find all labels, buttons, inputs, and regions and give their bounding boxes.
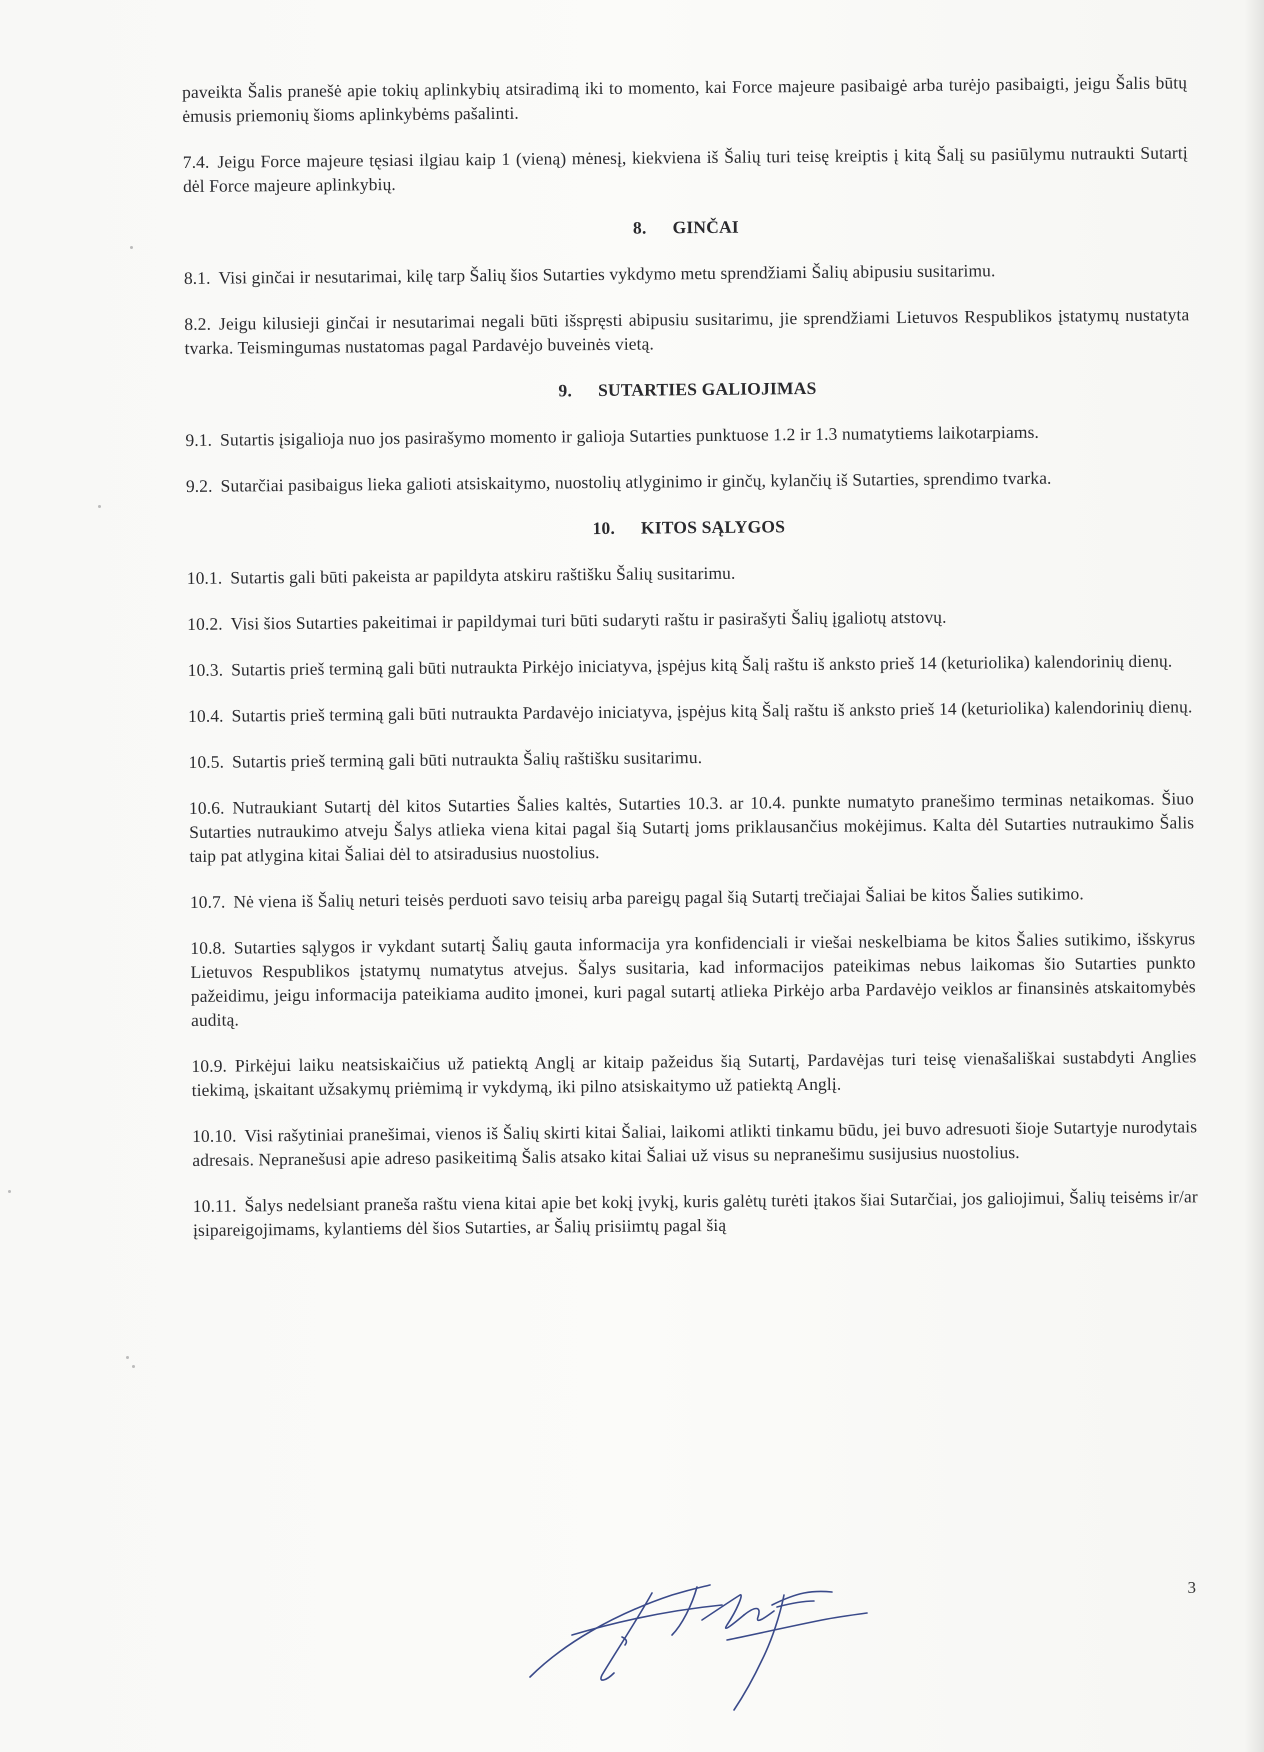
clause-number: 8.2.	[184, 313, 212, 334]
clause-number: 7.4.	[182, 151, 210, 172]
clause-text: Nė viena iš Šalių neturi teisės perduoti savo teisių arba pareigų pagal šią Sutartį trečiajai Šaliai be kitos Šalies sutikimo.	[233, 883, 1084, 912]
section-heading	[186, 510, 1191, 544]
clause-paragraph	[193, 1184, 1198, 1242]
section-title: KITOS SĄLYGOS	[640, 516, 786, 538]
clause-text: Pirkėjui laiku neatsiskaičius už patiektą Anglį ar kitaip pažeidus šią Sutartį, Pardavėjas turi teisę vienašališkai sustabdyti Anglies tiekimą, įskaitant užsakymų priėmimą ir vykdymą, iki pilno atsiskaitymo už patiektą Anglį.	[191, 1046, 1197, 1100]
clause-number: 10.2.	[187, 613, 223, 634]
scan-speck	[126, 1356, 129, 1359]
section-number: 10.	[592, 517, 616, 539]
section-title: SUTARTIES GALIOJIMAS	[597, 377, 817, 401]
clause-number: 10.3.	[187, 659, 224, 680]
clause-number: 9.2.	[185, 475, 213, 496]
clause-text: Sutartis prieš terminą gali būti nutraukta Pirkėjo iniciatyva, įspėjus kitą Šalį raštu iš anksto prieš 14 (keturiolika) kalendorinių dienų.	[231, 650, 1173, 680]
clause-number: 10.9.	[191, 1055, 228, 1076]
clause-paragraph	[192, 1114, 1197, 1172]
scan-speck	[130, 246, 133, 249]
clause-text: Sutarties sąlygos ir vykdant sutartį Šalių gauta informacija yra konfidenciali ir viešai neskelbiama be kitos Šalies sutikimo, išskyrus Lietuvos Respublikos įstatymų numatytus atvejus. Šalys susitaria, kad informacijos pateikimas nebus laikomas šio Sutarties punkto pažeidimu, jeigu informacija pateikiama audito įmonei, kuri pagal sutartį atlieka Pirkėjo arba Pardavėjo veiklos ar finansinės atskaitomybės auditą.	[190, 928, 1196, 1030]
section-number: 8.	[632, 217, 647, 238]
clause-paragraph	[184, 302, 1189, 360]
page-number: 3	[1187, 1578, 1196, 1597]
clause-paragraph	[187, 602, 1192, 636]
clause-paragraph	[188, 648, 1193, 682]
clause-number: 10.6.	[188, 797, 225, 818]
clause-text: Sutarčiai pasibaigus lieka galioti atsiskaitymo, nuostolių atlyginimo ir ginčų, kylančių iš Sutarties, sprendimo tvarka.	[220, 467, 1052, 496]
signature-icon	[522, 1565, 922, 1735]
document-body	[182, 70, 1198, 1264]
clause-paragraph	[190, 880, 1195, 914]
clause-number: 10.11.	[192, 1195, 237, 1216]
clause-paragraph	[191, 1044, 1196, 1102]
clause-paragraph	[185, 418, 1190, 452]
clause-paragraph	[190, 926, 1196, 1032]
clause-text: Sutartis gali būti pakeista ar papildyta atskiru raštišku Šalių susitarimu.	[230, 562, 736, 588]
scan-speck	[132, 1365, 135, 1368]
clause-number: 8.1.	[183, 267, 211, 288]
clause-text: Visi ginčai ir nesutarimai, kilę tarp Šalių šios Sutarties vykdymo metu sprendžiami Šalių abipusiu susitarimu.	[218, 260, 996, 288]
clause-paragraph	[184, 256, 1189, 290]
clause-text: Šalys nedelsiant praneša raštu viena kitai apie bet kokį įvykį, kuris galėtų turėti įtakos šiai Sutarčiai, jos galiojimui, Šalių teisėms ir/ar įsipareigojimams, kylantiems dėl šios Sutarties, ar Šalių prisiimtų pagal šią	[192, 1186, 1198, 1240]
clause-paragraph	[187, 556, 1192, 590]
clause-text: Sutartis prieš terminą gali būti nutraukta Šalių raštišku susitarimu.	[231, 747, 703, 772]
clause-number: 10.5.	[188, 751, 225, 772]
clause-text: Jeigu kilusieji ginčai ir nesutarimai negali būti išspręsti abipusiu susitarimu, jie sprendžiami Lietuvos Respublikos įstatymų nustatyta tvarka. Teismingumas nustatomas pagal Pardavėjo buveinės vietą.	[184, 304, 1190, 358]
clause-number: 9.1.	[185, 429, 213, 450]
clause-text: Nutraukiant Sutartį dėl kitos Sutarties Šalies kaltės, Sutarties 10.3. ar 10.4. punkte numatyto pranešimo terminas netaikomas. Šiuo Sutarties nutraukimo atveju Šalys atlieka viena kitai pagal šią Sutartį joms priklausančius mokėjimus. Kalta dėl Sutarties nutraukimo Šalis taip pat atlygina kitai Šaliai dėl to atsiradusius nuostolius.	[189, 788, 1195, 866]
clause-number: 10.1.	[186, 567, 223, 588]
scan-speck	[8, 1190, 11, 1193]
clause-text: Jeigu Force majeure tęsiasi ilgiau kaip 1 (vieną) mėnesį, kiekviena iš Šalių turi teisę kreiptis į kitą Šalį su pasiūlymu nutraukti Sutartį dėl Force majeure aplinkybių.	[182, 142, 1188, 196]
clause-text: Sutartis prieš terminą gali būti nutraukta Pardavėjo iniciatyva, įspėjus kitą Šalį raštu iš anksto prieš 14 (keturiolika) kalendorinių dienų.	[231, 696, 1193, 726]
section-heading	[185, 372, 1190, 406]
clause-text: Sutartis įsigalioja nuo jos pasirašymo momento ir galioja Sutarties punktuose 1.2 ir 1.3 numatytiems laikotarpiams.	[220, 421, 1039, 450]
clause-paragraph	[182, 70, 1187, 128]
clause-text: Visi rašytiniai pranešimai, vienos iš Šalių skirti kitai Šaliai, laikomi atlikti tinkamu būdu, jei buvo adresuoti šioje Sutartyje nurodytais adresais. Nepranešusi apie adreso pasikeitimą Šalis atsako kitai Šaliai už visus su nepranešimu susijusius nuostolius.	[192, 1116, 1198, 1170]
clause-number: 10.7.	[189, 891, 226, 912]
section-title: GINČAI	[672, 216, 739, 238]
clause-paragraph	[188, 740, 1193, 774]
clause-text: Visi šios Sutarties pakeitimai ir papildymai turi būti sudaryti raštu ir pasirašyti Šalių įgaliotų atstovų.	[230, 606, 947, 634]
clause-text: paveikta Šalis pranešė apie tokių aplinkybių atsiradimą iki to momento, kai Force majeure pasibaigė arba turėjo pasibaigti, jeigu Šalis būtų ėmusis priemonių šioms aplinkybėms pašalinti.	[182, 72, 1188, 126]
clause-paragraph	[183, 140, 1188, 198]
scan-edge-shadow	[1244, 0, 1264, 1752]
clause-number: 10.8.	[190, 937, 226, 958]
scan-speck	[98, 505, 101, 508]
clause-paragraph	[186, 464, 1191, 498]
clause-paragraph	[189, 786, 1195, 868]
section-heading	[183, 210, 1188, 244]
clause-number: 10.10.	[192, 1125, 237, 1146]
clause-paragraph	[188, 694, 1193, 728]
section-number: 9.	[558, 380, 573, 401]
clause-number: 10.4.	[188, 705, 224, 726]
